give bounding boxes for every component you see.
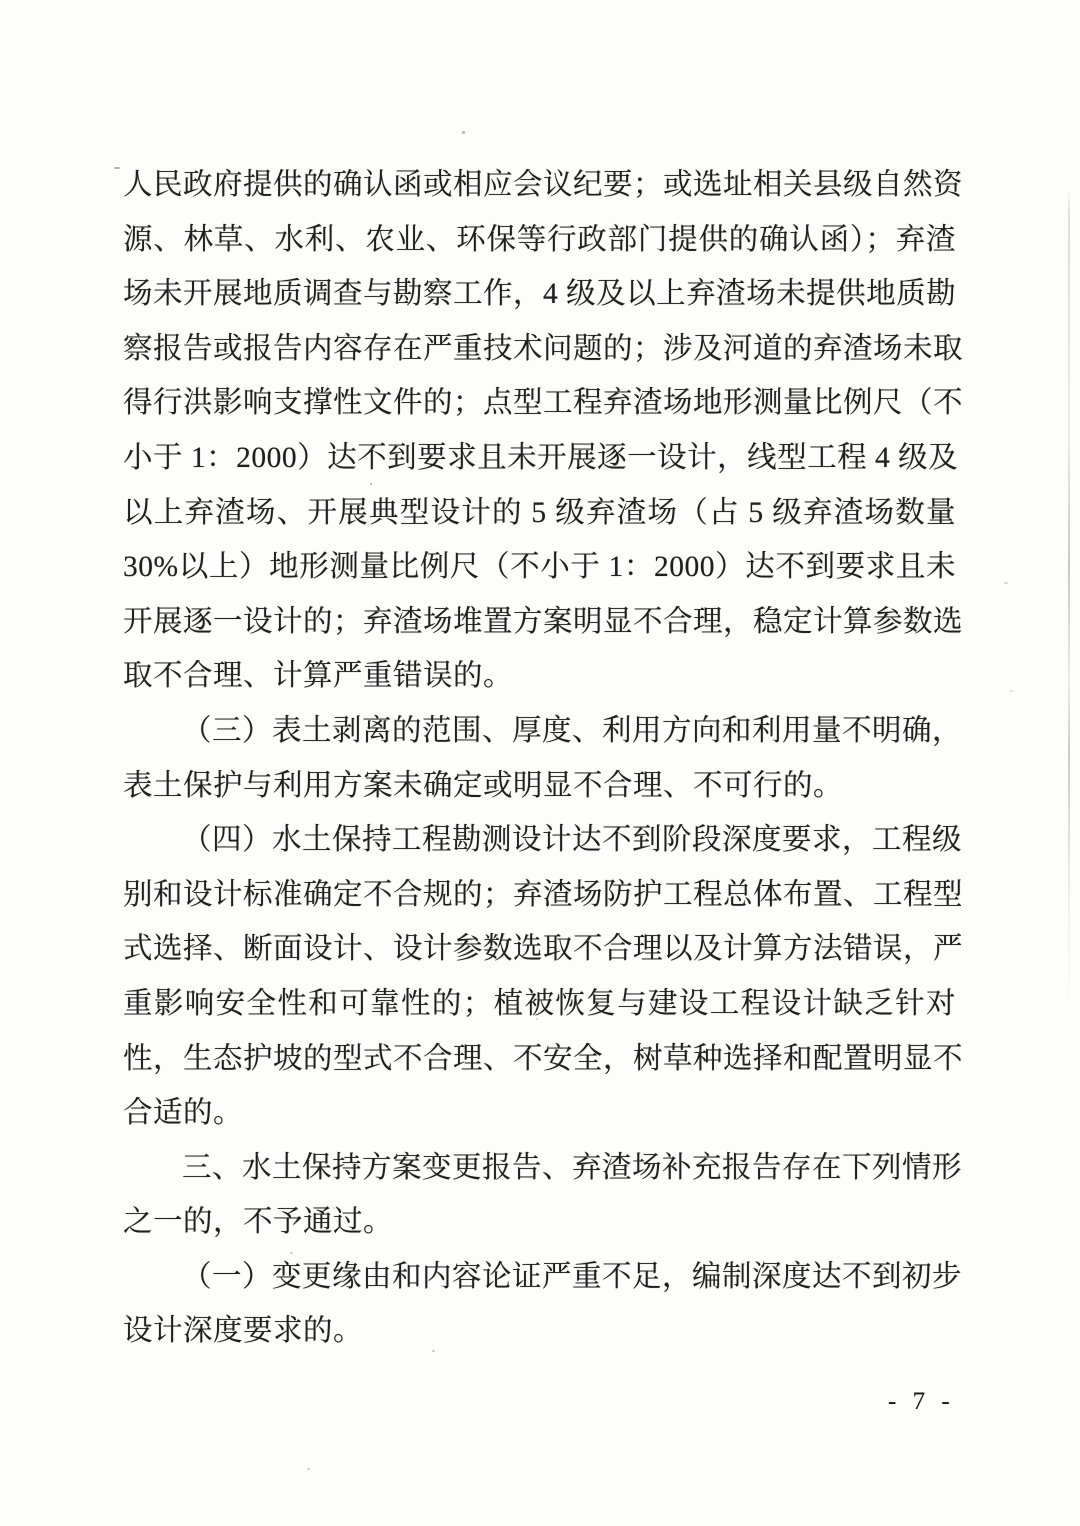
page-number: - 7 - (888, 1388, 955, 1415)
scan-speck (333, 1207, 335, 1209)
scan-speck (290, 1252, 293, 1254)
scan-speck (114, 167, 120, 169)
text-line: （三）表土剥离的范围、厚度、利用方向和利用量不明确， (182, 714, 963, 747)
scan-speck (462, 131, 465, 134)
text-line: 三、水土保持方案变更报告、弃渣场补充报告存在下列情形 (182, 1151, 963, 1184)
scan-speck (432, 1350, 435, 1352)
text-line: 取不合理、计算严重错误的。 (123, 660, 514, 693)
text-line: 合适的。 (123, 1097, 244, 1130)
scan-speck (307, 1468, 310, 1470)
document-text (123, 158, 964, 1359)
scan-speck (370, 683, 372, 685)
text-line: 性，生态护坡的型式不合理、不安全，树草种选择和配置明显不 (123, 1042, 964, 1075)
text-line: 30%以上）地形测量比例尺（不小于 1：2000）达不到要求且未 (123, 551, 956, 584)
text-line: 之一的，不予通过。 (123, 1206, 394, 1239)
scan-speck (1004, 582, 1008, 584)
text-line: 式选择、断面设计、设计参数选取不合理以及计算方法错误，严 (123, 933, 964, 966)
text-line: 以上弃渣场、开展典型设计的 5 级弃渣场（占 5 级弃渣场数量 (123, 496, 956, 529)
text-line: 重影响安全性和可靠性的；植被恢复与建设工程设计缺乏针对 (123, 987, 956, 1020)
scan-speck (1010, 690, 1013, 692)
text-line: 得行洪影响支撑性文件的；点型工程弃渣场地形测量比例尺（不 (123, 387, 964, 420)
text-line: 场未开展地质调查与勘察工作，4 级及以上弃渣场未提供地质勘 (123, 278, 957, 311)
text-line: 小于 1：2000）达不到要求且未开展逐一设计，线型工程 4 级及 (123, 441, 959, 474)
text-line: 设计深度要求的。 (123, 1315, 364, 1348)
text-line: 源、林草、水利、农业、环保等行政部门提供的确认函）；弃渣 (123, 223, 956, 256)
text-line: 表土保护与利用方案未确定或明显不合理、不可行的。 (123, 769, 844, 802)
scan-edge-line (1068, 190, 1070, 1010)
text-line: （一）变更缘由和内容论证严重不足，编制深度达不到初步 (182, 1260, 963, 1293)
text-line: 人民政府提供的确认函或相应会议纪要；或选址相关县级自然资 (123, 169, 964, 201)
text-line: （四）水土保持工程勘测设计达不到阶段深度要求，工程级 (182, 824, 963, 857)
text-line: 别和设计标准确定不合规的；弃渣场防护工程总体布置、工程型 (123, 878, 964, 911)
scan-speck (370, 483, 372, 485)
text-line: 察报告或报告内容存在严重技术问题的；涉及河道的弃渣场未取 (123, 332, 964, 365)
scan-speck (536, 1018, 538, 1020)
text-line: 开展逐一设计的；弃渣场堆置方案明显不合理，稳定计算参数选 (123, 605, 964, 638)
